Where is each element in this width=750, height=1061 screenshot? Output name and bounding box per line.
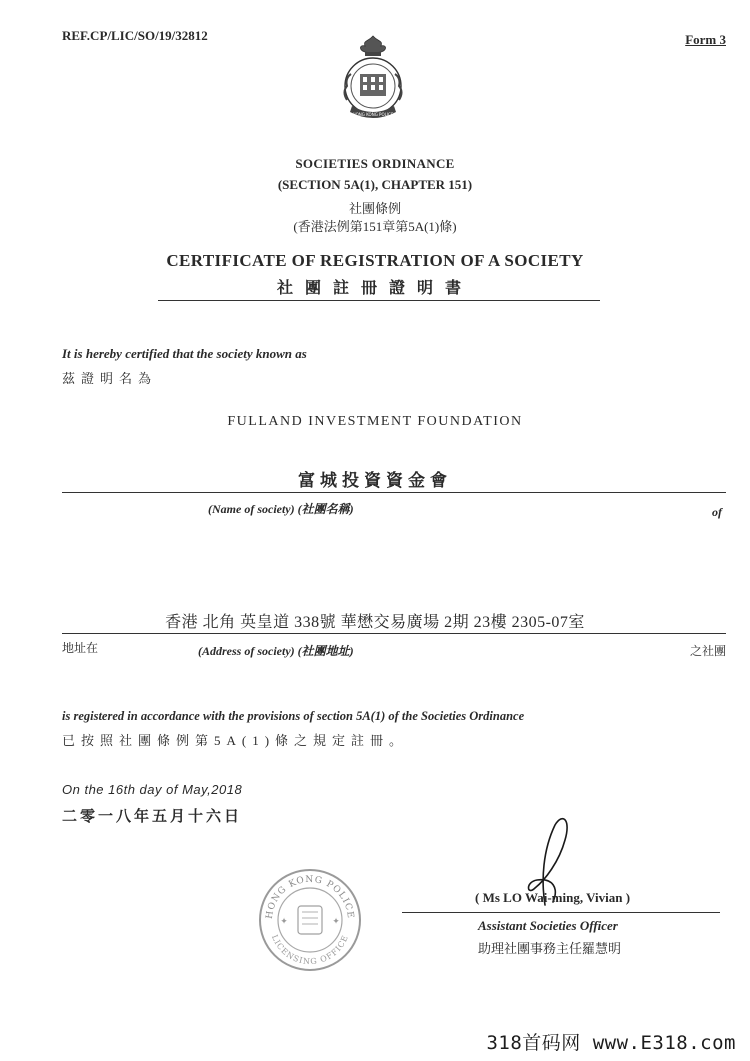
address-divider [62,633,726,634]
address-label-left: 地址在 [62,641,99,655]
address-label-right: 之社團 [689,644,726,658]
svg-text:LICENSING OFFICE: LICENSING OFFICE [269,933,351,967]
certificate-title-en: CERTIFICATE OF REGISTRATION OF A SOCIETY [166,251,584,270]
svg-text:HONG KONG POLICE: HONG KONG POLICE [352,112,394,117]
name-divider [62,492,726,493]
name-of-society-label: (Name of society) (社團名稱) [208,502,354,516]
society-name-en: FULLAND INVESTMENT FOUNDATION [227,414,523,429]
certified-statement-zh: 茲證明名為 [62,371,158,386]
signature-line [402,912,720,913]
registered-statement-en: is registered in accordance with the provisions of section 5A(1) of the Societies Ordinance [62,709,525,723]
form-label: Form 3 [685,32,726,47]
registered-statement-zh: 已按照社團條例第5A(1)條之規定註冊。 [62,733,409,748]
svg-text:✦: ✦ [332,916,340,926]
licensing-office-stamp [258,868,362,972]
of-label: of [712,505,722,519]
police-crest [338,32,408,127]
svg-text:HONG KONG POLICE: HONG KONG POLICE [264,874,356,920]
address-of-society-label: (Address of society) (社團地址) [198,644,354,658]
ordinance-title-en: SOCIETIES ORDINANCE [295,156,455,171]
reference-number: REF.CP/LIC/SO/19/32812 [62,28,208,43]
watermark-text: 318首码网 www.E318.com [486,1032,736,1054]
officer-name: ( Ms LO Wai-ming, Vivian ) [475,890,631,905]
registration-date-en: On the 16th day of May,2018 [62,782,243,797]
society-name-zh: 富城投資資金會 [298,471,452,490]
officer-title-zh: 助理社團事務主任羅慧明 [478,941,622,956]
certificate-title-zh: 社團註冊證明書 [276,280,473,297]
ordinance-title-zh: 社團條例 [348,201,401,216]
svg-text:✦: ✦ [280,916,288,926]
registration-date-zh: 二零一八年五月十六日 [62,809,243,825]
society-address: 香港 北角 英皇道 338號 華懋交易廣場 2期 23樓 2305-07室 [165,614,585,631]
certified-statement-en: It is hereby certified that the society known as [62,346,307,361]
ordinance-section-en: (SECTION 5A(1), CHAPTER 151) [277,177,473,192]
ordinance-section-zh: (香港法例第151章第5A(1)條) [293,219,457,234]
officer-title-en: Assistant Societies Officer [478,918,618,933]
title-divider [158,300,600,301]
